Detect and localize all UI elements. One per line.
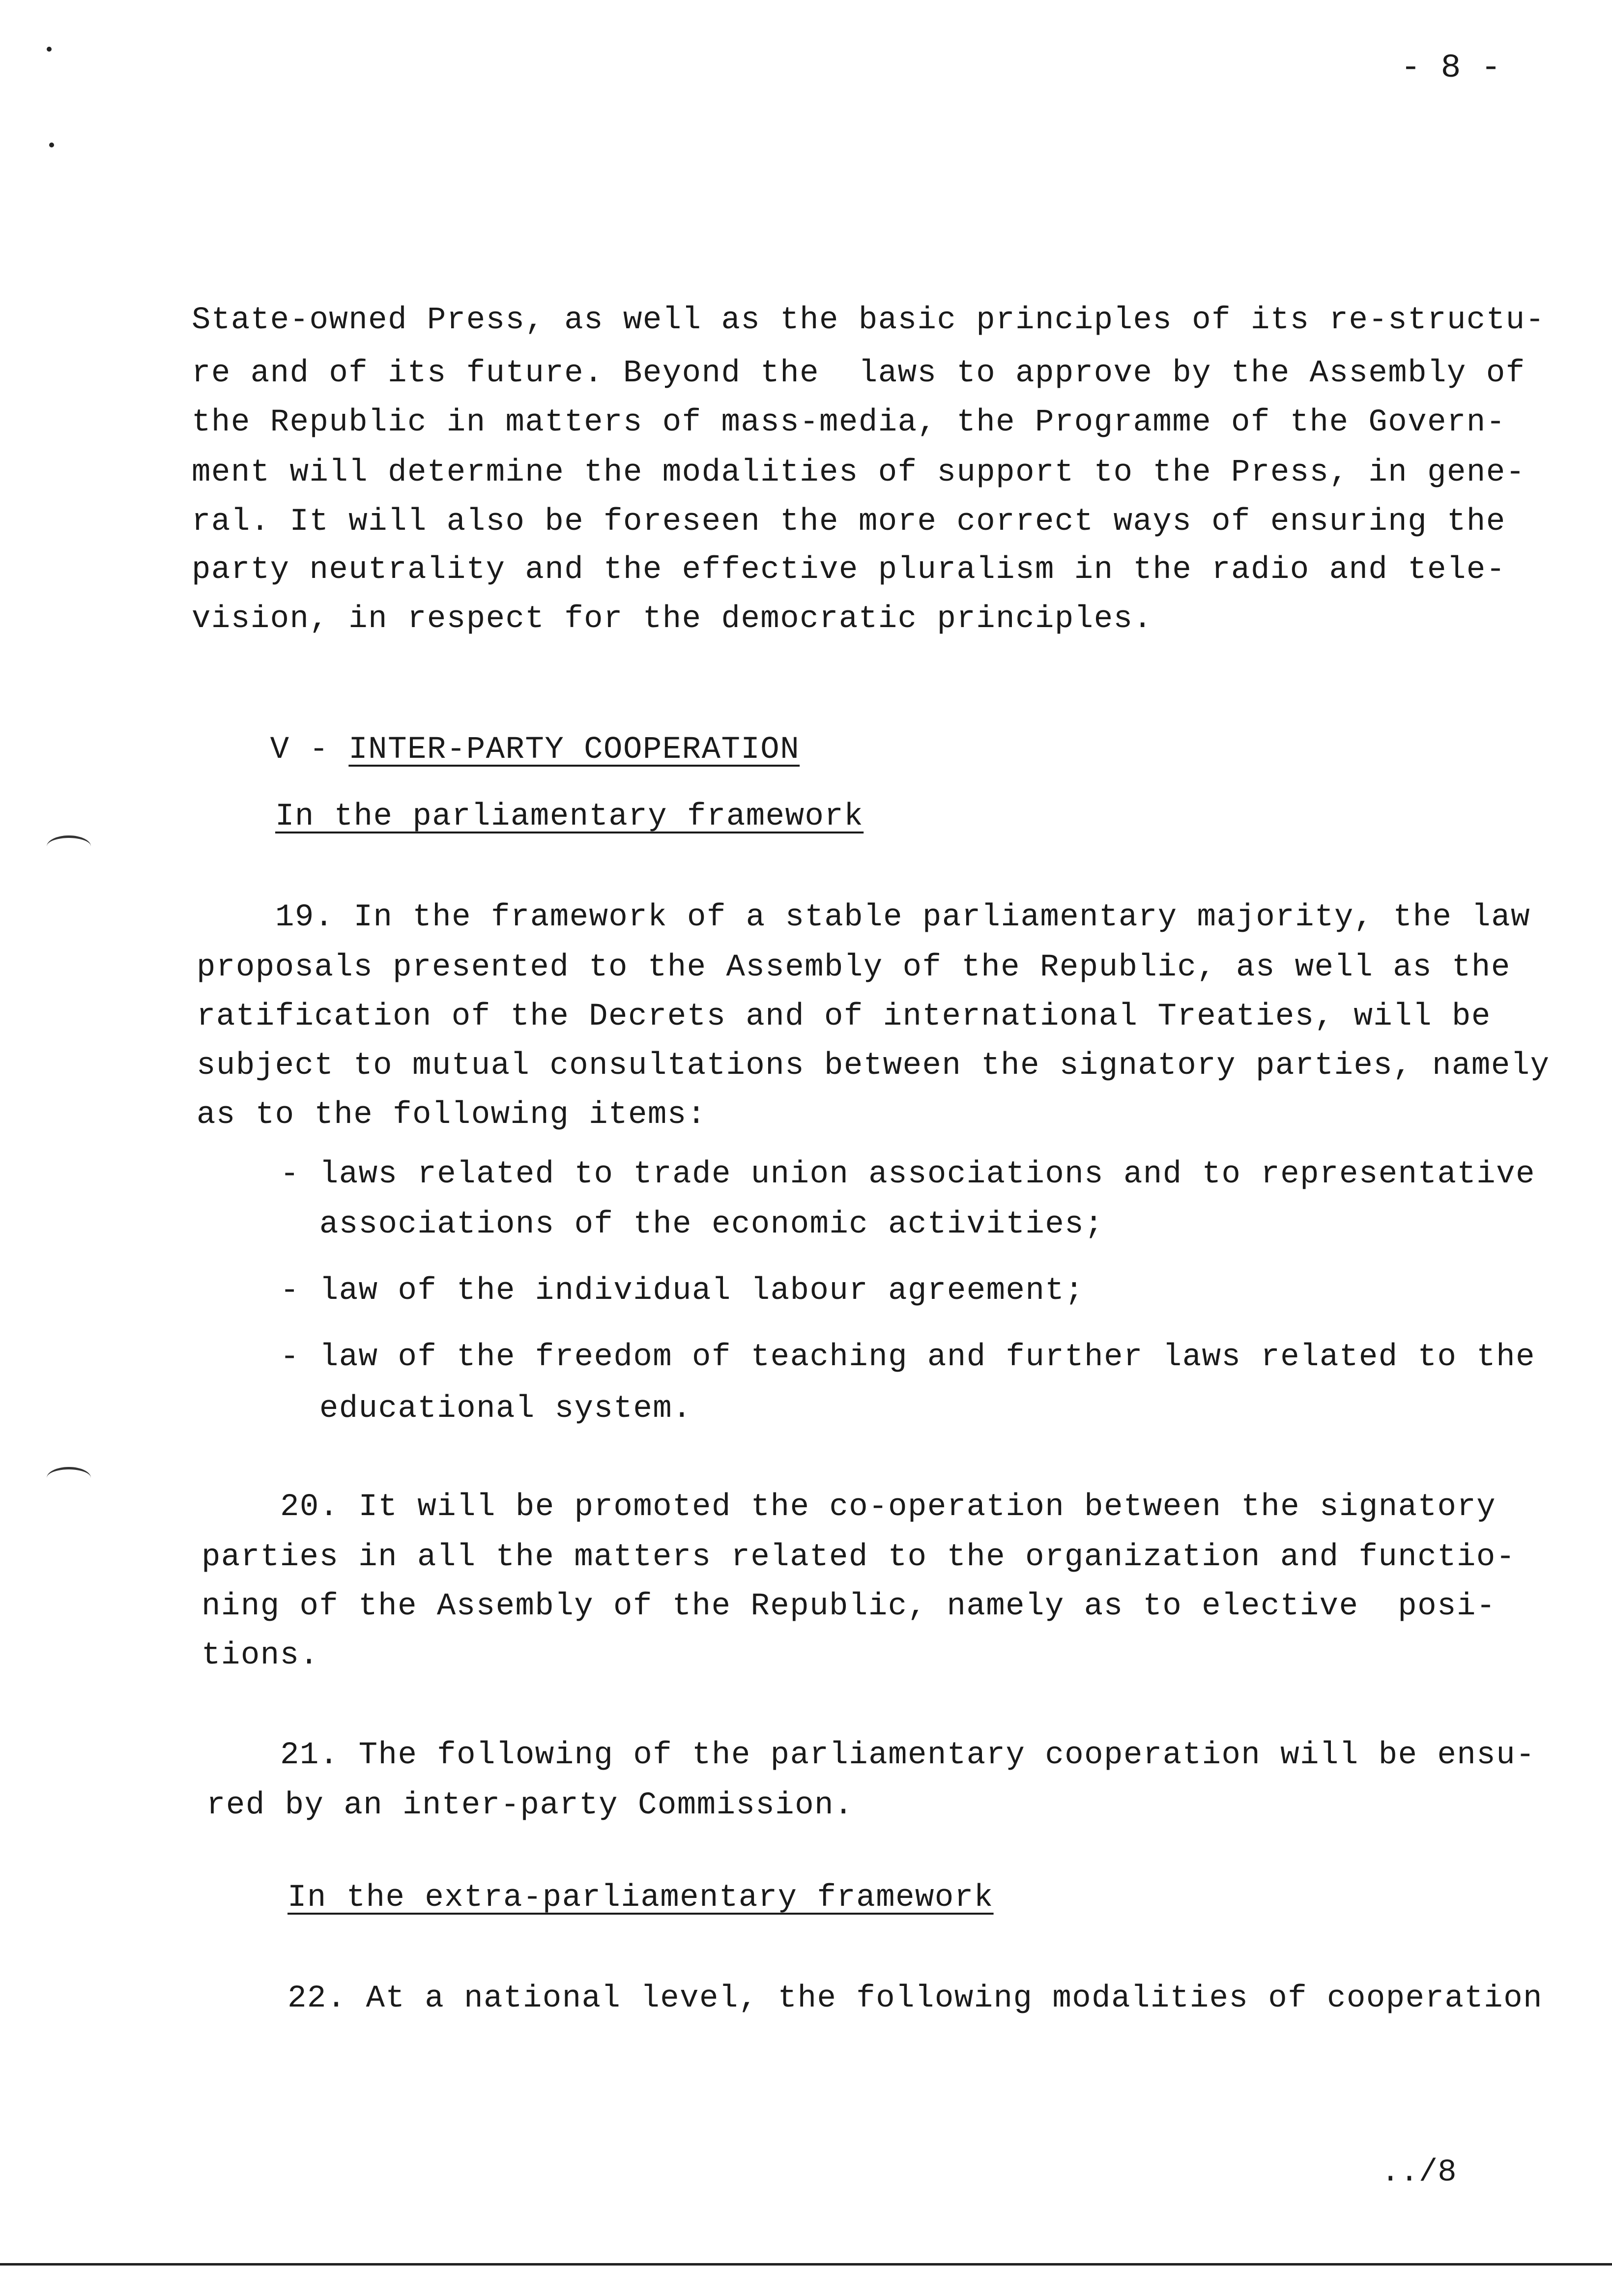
- list-item: - laws related to trade union associations and to representative: [280, 1157, 1535, 1192]
- list-item: - law of the freedom of teaching and further laws related to the: [280, 1340, 1535, 1375]
- text-line: the Republic in matters of mass-media, the Programme of the Govern-: [192, 405, 1506, 440]
- section-heading-title: INTER-PARTY COOPERATION: [348, 732, 800, 768]
- bottom-rule: [0, 2263, 1612, 2266]
- subheading-extra-parliamentary: In the extra-parliamentary framework: [288, 1880, 994, 1916]
- page-number: - 8 -: [1401, 49, 1501, 87]
- section-heading-prefix: V -: [270, 732, 349, 768]
- text-line: re and of its future. Beyond the laws to approve by the Assembly of: [192, 356, 1526, 391]
- text-line: 20. It will be promoted the co-operation between the signatory: [280, 1490, 1497, 1525]
- text-line: red by an inter-party Commission.: [206, 1788, 854, 1823]
- text-line: vision, in respect for the democratic principles.: [192, 602, 1153, 637]
- text-line: ral. It will also be foreseen the more correct ways of ensuring the: [192, 504, 1506, 540]
- text-line: ment will determine the modalities of support to the Press, in gene-: [192, 455, 1526, 490]
- subheading-parliamentary: In the parliamentary framework: [275, 799, 864, 834]
- text-line: 21. The following of the parliamentary cooperation will be ensu-: [280, 1738, 1535, 1773]
- text-line: party neutrality and the effective pluralism in the radio and tele-: [192, 552, 1506, 588]
- binder-mark: [47, 1467, 91, 1489]
- text-line: ning of the Assembly of the Republic, namely as to elective posi-: [202, 1589, 1496, 1624]
- binder-mark: [47, 835, 91, 858]
- text-line: subject to mutual consultations between the signatory parties, namely: [197, 1048, 1550, 1084]
- continuation-marker: ../8: [1381, 2155, 1457, 2190]
- scan-speck: [49, 143, 54, 147]
- text-line: proposals presented to the Assembly of the Republic, as well as the: [197, 950, 1511, 985]
- text-line: 22. At a national level, the following modalities of cooperation: [288, 1981, 1543, 2016]
- section-heading: [192, 703, 800, 797]
- list-item: - law of the individual labour agreement;: [280, 1273, 1085, 1309]
- text-line: tions.: [202, 1638, 319, 1673]
- list-item: educational system.: [280, 1391, 692, 1427]
- text-line: 19. In the framework of a stable parliamentary majority, the law: [275, 900, 1530, 935]
- text-line: ratification of the Decrets and of international Treaties, will be: [197, 999, 1491, 1034]
- text-line: as to the following items:: [197, 1097, 707, 1133]
- list-item: associations of the economic activities;: [280, 1207, 1104, 1242]
- text-line: State-owned Press, as well as the basic principles of its re-structu-: [192, 303, 1545, 338]
- text-line: parties in all the matters related to the organization and functio-: [202, 1540, 1516, 1575]
- scan-speck: [47, 47, 52, 52]
